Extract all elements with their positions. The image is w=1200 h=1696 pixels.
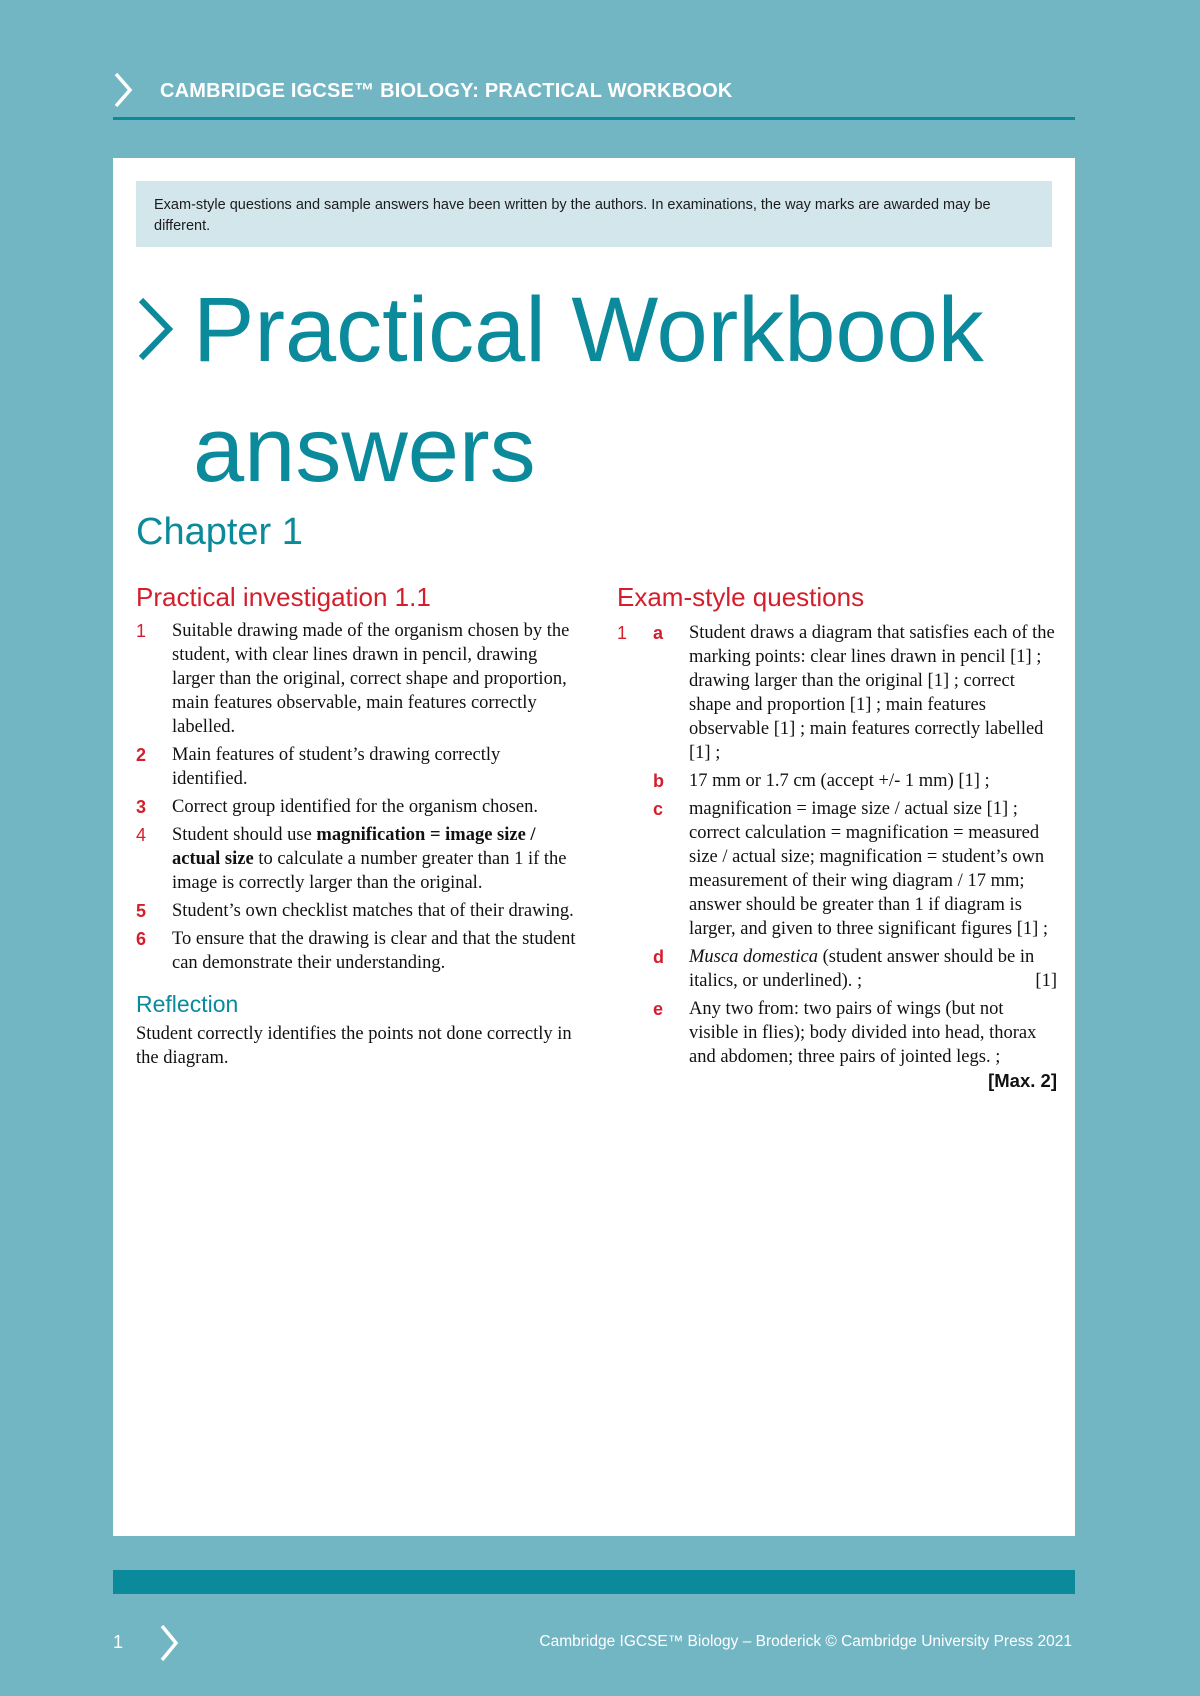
reflection-text: Student correctly identifies the points not done correctly in the diagram. [136,1024,572,1068]
page-number: 1 [113,1632,124,1652]
chevron-right-icon [112,72,134,108]
footer-credit: Cambridge IGCSE™ Biology – Broderick © Cambridge University Press 2021 [539,1633,1072,1650]
header-title: CAMBRIDGE IGCSE™ BIOLOGY: PRACTICAL WORKBOOK [160,80,733,102]
list-item: 1 Suitable drawing made of the organism chosen by the student, with clear lines drawn in pencil, drawing larger than the original, correct shape and proportion, main features observable, main features correctly labelled. [136,621,570,737]
exam-notice: Exam-style questions and sample answers have been written by the authors. In examinations, the way marks are awarded may be different. [136,181,1052,247]
exam-questions-heading: Exam-style questions [617,582,865,612]
list-item: 2 Main features of student’s drawing correctly identified. [136,745,501,789]
question-part-c: c magnification = image size / actual size [1] ; correct calculation = magnification = measured size / actual size; magnification = student’s own measurement of their wing diagram / 17 mm; answer should be greater than 1 if diagram is larger, and given to three significant figures [1] ; [653,799,1049,939]
right-column [617,581,1057,1093]
list-item: 4 Student should use magnification = image size / actual size to calculate a number greater than 1 if the image is correctly larger than the original. [136,825,567,893]
list-item: 6 To ensure that the drawing is clear and that the student can demonstrate their understanding. [136,929,576,973]
practical-investigation-heading: Practical investigation 1.1 [136,582,431,612]
question-part-a: 1 a Student draws a diagram that satisfies each of the marking points: clear lines drawn in pencil [1] ; drawing larger than the original [1] ; correct shape and proportion [1] ; main features observable [1] ; main features correctly labelled [1] ; [617,623,1055,763]
chevron-right-icon [158,1624,180,1662]
list-item: 3 Correct group identified for the organism chosen. [136,797,538,817]
question-part-d: d Musca domestica (student answer should be in italics, or underlined). ; [1] [653,947,1057,991]
header-divider [113,117,1075,120]
list-item: 5 Student’s own checklist matches that of their drawing. [136,901,574,921]
page-content [113,158,1075,1536]
reflection-heading: Reflection [136,991,239,1017]
title-chevron-icon [135,296,175,362]
chapter-heading: Chapter 1 [136,511,303,553]
footer-bar [113,1570,1075,1594]
left-column [136,581,576,1070]
question-part-b: b 17 mm or 1.7 cm (accept +/- 1 mm) [1] ; [653,771,990,791]
page-title: Practical Workbook answers [193,279,984,501]
question-part-e: e Any two from: two pairs of wings (but not visible in flies); body divided into head, thorax and abdomen; three pairs of jointed legs. ; [Max. 2] [653,999,1057,1091]
